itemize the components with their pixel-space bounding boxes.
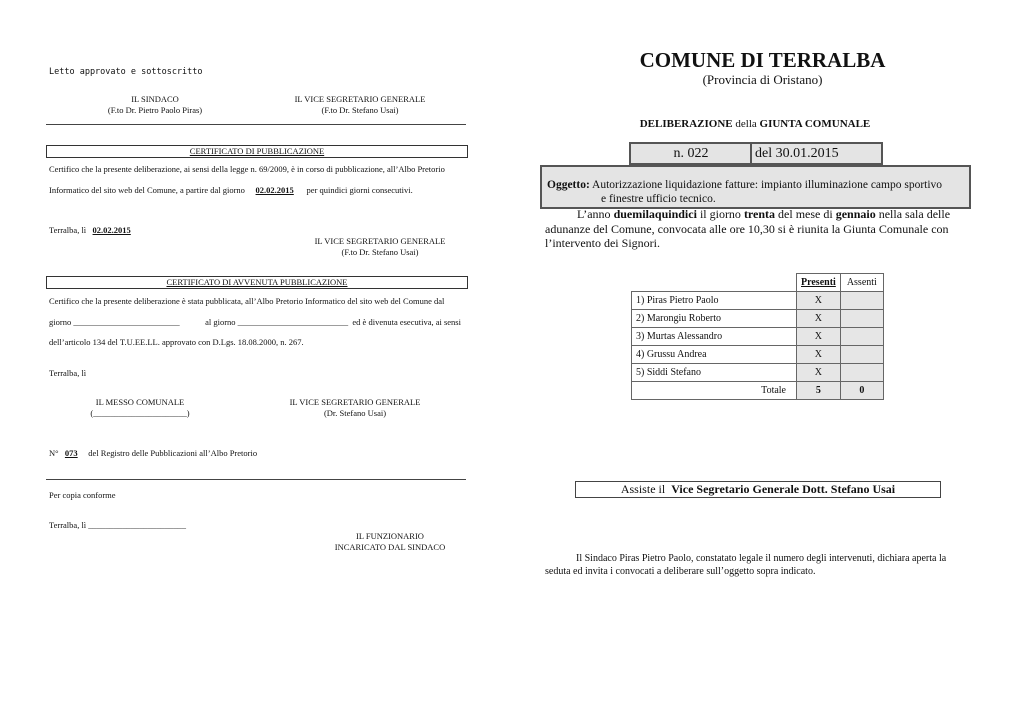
totale-label: Totale [632, 382, 797, 400]
provincia: (Provincia di Oristano) [702, 72, 823, 87]
oggetto-label: Oggetto: [547, 179, 590, 191]
delibera-number: n. 022 [673, 146, 709, 161]
attendance-table [631, 273, 884, 400]
cert-pub-line2-end: per quindici giorni consecutivi. [306, 185, 413, 195]
vice-name: (F.to Dr. Stefano Usai) [321, 105, 399, 115]
cert-pub-line2 [49, 185, 469, 196]
vice-title: IL VICE SEGRETARIO GENERALE [294, 94, 426, 104]
comune-title: COMUNE DI TERRALBA [639, 48, 886, 72]
closing-line2: seduta ed invita i convocati a deliberare sull’oggetto sopra indicato. [545, 565, 816, 577]
member-name: 4) Grussu Andrea [632, 346, 797, 364]
assiste-label: Assiste il [620, 482, 666, 496]
cert-pub-place [49, 225, 131, 236]
cert-pub-sig-title: IL VICE SEGRETARIO GENERALE [314, 236, 446, 246]
divider [46, 479, 466, 480]
numero-box [629, 142, 883, 165]
oggetto-line1 [542, 167, 969, 192]
table-row [632, 292, 884, 310]
assiste-secretary: Vice Segretario Generale Dott. Stefano Usai [671, 482, 896, 496]
delib-giunta: GIUNTA COMUNALE [759, 118, 871, 130]
intro-t1: L’anno [577, 207, 614, 221]
delib-della: della [735, 118, 757, 130]
intro-month: gennaio [835, 207, 876, 221]
presente-cell: X [797, 292, 841, 310]
intro-line2: adunanze del Comune, convocata alle ore 10,30 si è riunita la Giunta Comunale con [545, 221, 949, 236]
intro-t3: del mese di [775, 207, 836, 221]
cert-avv-exec: ed è divenuta esecutiva, ai sensi [352, 317, 461, 327]
cert-pub-sig-name: (F.to Dr. Stefano Usai) [341, 247, 419, 257]
cert-avv-header: CERTIFICATO DI AVVENUTA PUBBLICAZIONE [46, 276, 468, 289]
cert-avv-line3: dell’articolo 134 del T.U.EE.LL. approvato con D.Lgs. 18.08.2000, n. 267. [49, 337, 304, 347]
cert-pub-signature [290, 236, 470, 258]
vice-signature [270, 94, 450, 116]
registro-line [49, 448, 257, 459]
cert-avv-vice-title: IL VICE SEGRETARIO GENERALE [289, 397, 421, 407]
presente-cell: X [797, 328, 841, 346]
member-name: 1) Piras Pietro Paolo [632, 292, 797, 310]
registro-label: N° [49, 448, 59, 458]
totale-assenti: 0 [840, 382, 883, 400]
delibera-date: del 30.01.2015 [755, 146, 839, 161]
member-name: 3) Murtas Alessandro [632, 328, 797, 346]
presente-cell: X [797, 310, 841, 328]
assente-cell [840, 310, 883, 328]
table-row [632, 310, 884, 328]
registro-text: del Registro delle Pubblicazioni all’Albo Pretorio [88, 448, 258, 458]
registro-number: 073 [64, 448, 78, 458]
cert-avv-place: Terralba, lì [49, 368, 87, 378]
oggetto-text: Autorizzazione liquidazione fatture: impianto illuminazione campo sportivo [592, 179, 943, 191]
intro-t2: il giorno [696, 207, 744, 221]
intro-line3: l’intervento dei Signori. [545, 236, 660, 250]
header-spacer [632, 274, 797, 292]
col-presenti: Presenti [797, 274, 841, 292]
cert-avv-to: al giorno __________________________ [205, 317, 349, 327]
closing-line1: Il Sindaco Piras Pietro Paolo, constatato legale il numero degli intervenuti, dichiara aperta la [576, 553, 947, 564]
messo-title: IL MESSO COMUNALE [95, 397, 185, 407]
sindaco-signature [80, 94, 230, 116]
delib-label: DELIBERAZIONE [639, 118, 733, 130]
cert-avv-line2 [49, 317, 469, 328]
cert-avv-line1: Certifico che la presente deliberazione è stata pubblicata, all’Albo Pretorio Informatico del sito web del Comune dal [49, 296, 445, 306]
approval-line: Letto approvato e sottoscritto [49, 67, 203, 77]
cert-pub-line1: Certifico che la presente deliberazione, ai sensi della legge n. 69/2009, è in corso di pubblicazione, all’Albo Pretorio [49, 164, 445, 174]
assiste-box [575, 481, 941, 498]
assente-cell [840, 346, 883, 364]
cert-pub-place-date: 02.02.2015 [92, 225, 131, 235]
table-header-row [632, 274, 884, 292]
copia-conforme: Per copia conforme [49, 490, 116, 500]
table-row [632, 346, 884, 364]
funzionario-title: IL FUNZIONARIO [356, 531, 424, 541]
messo-signature [75, 397, 205, 419]
member-name: 2) Marongiu Roberto [632, 310, 797, 328]
cert-pub-header: CERTIFICATO DI PUBBLICAZIONE [46, 145, 468, 158]
assente-cell [840, 292, 883, 310]
cert-avv-vice-name: (Dr. Stefano Usai) [323, 408, 387, 418]
copia-place: Terralba, lì _______________________ [49, 520, 187, 530]
col-assenti: Assenti [840, 274, 883, 292]
funzionario-signature [320, 531, 460, 553]
oggetto-line2: e finestre ufficio tecnico. [601, 193, 716, 205]
assente-cell [840, 364, 883, 382]
member-name: 5) Siddi Stefano [632, 364, 797, 382]
cert-pub-date: 02.02.2015 [255, 185, 294, 195]
table-total-row [632, 382, 884, 400]
table-row [632, 364, 884, 382]
closing-paragraph [545, 553, 965, 578]
intro-paragraph [545, 207, 965, 251]
table-row [632, 328, 884, 346]
intro-day: trenta [743, 207, 776, 221]
messo-name: (______________________) [90, 408, 190, 418]
presente-cell: X [797, 364, 841, 382]
oggetto-box [540, 165, 971, 209]
intro-line1 [545, 207, 965, 222]
presente-cell: X [797, 346, 841, 364]
box-separator [750, 144, 752, 163]
cert-avv-from: giorno _________________________ [49, 317, 180, 327]
funzionario-sub: INCARICATO DAL SINDACO [334, 542, 446, 552]
assente-cell [840, 328, 883, 346]
cert-pub-line2-text: Informatico del sito web del Comune, a partire dal giorno [49, 185, 245, 195]
sindaco-name: (F.to Dr. Pietro Paolo Piras) [107, 105, 203, 115]
totale-presenti: 5 [797, 382, 841, 400]
deliberazione-heading [590, 118, 920, 130]
sindaco-title: IL SINDACO [131, 94, 179, 104]
intro-t4: nella sala delle [875, 207, 951, 221]
cert-pub-place-label: Terralba, lì [49, 225, 87, 235]
cert-avv-vice-signature [265, 397, 445, 419]
divider [46, 124, 466, 125]
intro-year: duemilaquindici [613, 207, 697, 221]
